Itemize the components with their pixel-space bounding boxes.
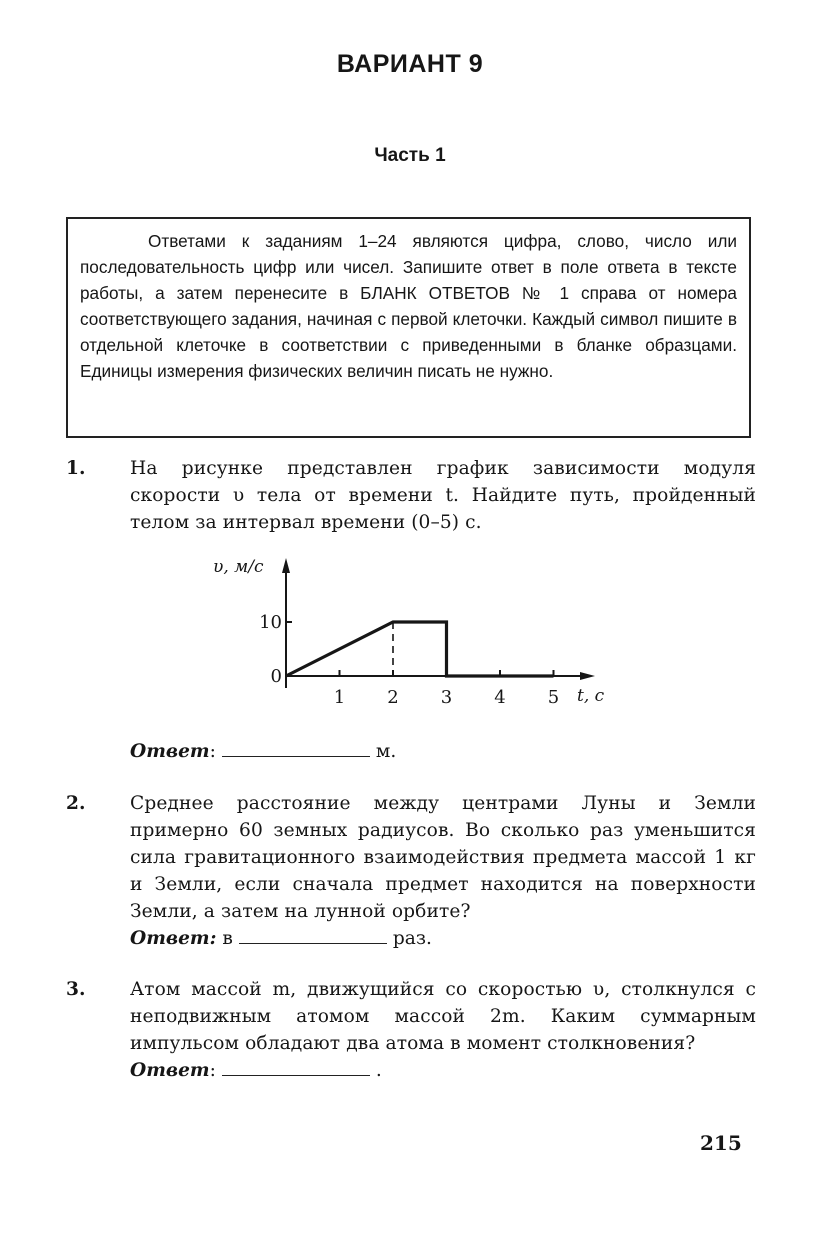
answer-unit: . xyxy=(375,1060,382,1081)
x-tick-label-3: 3 xyxy=(440,687,453,708)
x-tick-label-1: 1 xyxy=(333,687,346,708)
x-tick-label-5: 5 xyxy=(547,687,560,708)
y-tick-label-10: 10 xyxy=(259,612,282,633)
answer-label: Ответ xyxy=(130,741,210,762)
x-axis-arrow xyxy=(580,672,595,680)
task-2-answer xyxy=(130,925,432,952)
task-1 xyxy=(66,455,756,536)
x-tick-label-4: 4 xyxy=(494,687,506,708)
task-3-text: Атом массой m, движущийся со скоростью υ, столкнулся с неподвижным атомом массой 2m. Каким суммарным импульсом обладают два атома в момент столкновения? xyxy=(130,979,756,1054)
x-axis-label: t, с xyxy=(577,686,605,706)
x-tick-label-2: 2 xyxy=(387,687,399,708)
instructions-box: Ответами к заданиям 1–24 являются цифра, слово, число или последовательность цифр или чисел. Запишите ответ в поле ответа в тексте работы, а затем перенесите в БЛАНК ОТВЕТОВ № 1 справа от номера соответствующего задания, начиная с первой клеточки. Каждый символ пишите в отдельной клеточке в соответствии с приведенными в бланке образцами. Единицы измерения физических величин писать не нужно. xyxy=(66,217,751,438)
answer-prefix: в xyxy=(222,928,233,949)
task-1-answer xyxy=(130,738,396,765)
task-1-text: На рисунке представлен график зависимости модуля скорости υ тела от времени t. Найдите путь, пройденный телом за интервал времени (0–5) с. xyxy=(130,458,756,533)
variant-title: ВАРИАНТ 9 xyxy=(336,50,484,78)
answer-blank-2[interactable] xyxy=(239,925,387,944)
task-2-text: Среднее расстояние между центрами Луны и Земли примерно 60 земных радиусов. Во сколько раз уменьшится сила гравитационного взаимодействия предмета массой 1 кг и Земли, если сначала предмет находится на поверхности Земли, а затем на лунной орбите? xyxy=(130,793,756,922)
task-2 xyxy=(66,790,756,925)
task-3-number: 3. xyxy=(66,979,86,1000)
answer-unit: м. xyxy=(375,741,397,762)
answer-blank-1[interactable] xyxy=(222,738,370,757)
series-line-0 xyxy=(286,622,554,676)
task-1-number: 1. xyxy=(66,458,86,479)
answer-blank-3[interactable] xyxy=(222,1057,370,1076)
task-3 xyxy=(66,976,756,1057)
y-axis-arrow xyxy=(282,558,290,573)
part-title: Часть 1 xyxy=(374,145,446,166)
task-3-answer xyxy=(130,1057,382,1084)
answer-unit: раз. xyxy=(392,928,432,949)
answer-prefix: : xyxy=(209,741,216,762)
answer-label: Ответ xyxy=(130,1060,210,1081)
y-tick-label-0: 0 xyxy=(270,666,282,687)
task-2-number: 2. xyxy=(66,793,86,814)
answer-prefix: : xyxy=(209,1060,216,1081)
page-number: 215 xyxy=(700,1131,742,1155)
answer-label: Ответ: xyxy=(130,928,217,949)
y-axis-label: υ, м/с xyxy=(213,557,264,577)
